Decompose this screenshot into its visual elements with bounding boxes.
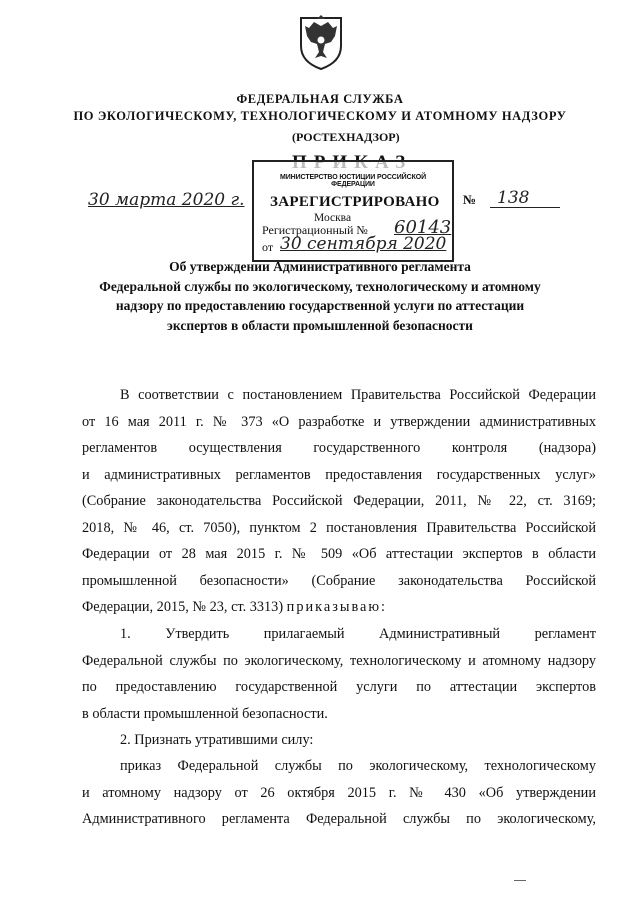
body-line: по предоставлению государственной услуги по аттестации экспертов xyxy=(82,679,596,695)
paragraph-preamble xyxy=(82,382,596,621)
agency-name-line2: ПО ЭКОЛОГИЧЕСКОМУ, ТЕХНОЛОГИЧЕСКОМУ И АТОМНОМУ НАДЗОРУ xyxy=(73,109,567,123)
title-line: Федеральной службы по экологическому, технологическому и атомному xyxy=(99,278,541,294)
title-line: надзору по предоставлению государственной услуги по аттестации xyxy=(115,298,525,313)
coat-of-arms-emblem xyxy=(297,12,345,72)
stamp-registered: ЗАРЕГИСТРИРОВАНО xyxy=(270,194,440,210)
agency-name-line1: ФЕДЕРАЛЬНАЯ СЛУЖБА xyxy=(236,92,404,106)
body-line: и административных регламентов предоставления государственных услуг» xyxy=(82,466,596,483)
stamp-date: 30 сентября 2020 xyxy=(280,234,447,254)
stamp-reg-number: 60143 xyxy=(394,217,452,238)
body-line: (Собрание законодательства Российской Федерации, 2011, № 22, ст. 3169; xyxy=(82,493,596,509)
page-mark xyxy=(514,880,526,881)
title-line: Об утверждении Административного регламента xyxy=(169,259,471,274)
body-line: 1. Утвердить прилагаемый Административный регламент xyxy=(120,626,596,642)
agency-abbreviation: (РОСТЕХНАДЗОР) xyxy=(292,130,400,144)
body-line: регламентов осуществления государственного контроля (надзора) xyxy=(82,440,596,456)
body-line: 2. Признать утратившими силу: xyxy=(120,732,314,748)
body-line-last xyxy=(82,594,596,621)
paragraph-repealed-order xyxy=(82,753,596,833)
body-line: 2018, № 46, ст. 7050), пунктом 2 постановления Правительства Российской xyxy=(82,519,596,536)
order-number-sign: № xyxy=(463,192,477,207)
body-line: Федерации от 28 мая 2015 г. № 509 «Об аттестации экспертов в области xyxy=(82,546,596,562)
body-line: Административного регламента Федеральной службы по экологическому, xyxy=(82,811,596,827)
stamp-reg-label: Регистрационный № xyxy=(262,223,368,237)
stamp-city: Москва xyxy=(314,212,352,224)
body-line: от 16 мая 2011 г. № 373 «О разработке и утверждении административных xyxy=(82,413,596,430)
body-line: промышленной безопасности» (Собрание законодательства Российской xyxy=(82,572,596,589)
body-line: В соответствии с постановлением Правительства Российской Федерации xyxy=(120,387,596,403)
paragraph-item-2 xyxy=(82,727,596,754)
body-line-text: Федерации, 2015, № 23, ст. 3313) xyxy=(82,599,284,615)
title-line: экспертов в области промышленной безопасности xyxy=(167,317,473,333)
stamp-ministry: МИНИСТЕРСТВО ЮСТИЦИИ РОССИЙСКОЙ ФЕДЕРАЦИИ xyxy=(279,174,427,188)
body-line: в области промышленной безопасности. xyxy=(82,705,328,722)
body-line: Федеральной службы по экологическому, технологическому и атомному надзору xyxy=(82,652,596,669)
order-verb: приказываю: xyxy=(286,599,388,615)
stamp-date-prefix: от xyxy=(262,240,274,254)
order-date: 30 марта 2020 г. xyxy=(88,190,245,210)
body-line: приказ Федеральной службы по экологическому, технологическому xyxy=(120,758,596,774)
order-number: 138 xyxy=(497,188,530,208)
paragraph-item-1 xyxy=(82,621,596,727)
body-line: и атомному надзору от 26 октября 2015 г. № 430 «Об утверждении xyxy=(82,784,596,801)
order-number-underline xyxy=(490,207,560,208)
document-title xyxy=(70,257,570,335)
registration-stamp xyxy=(252,160,454,262)
